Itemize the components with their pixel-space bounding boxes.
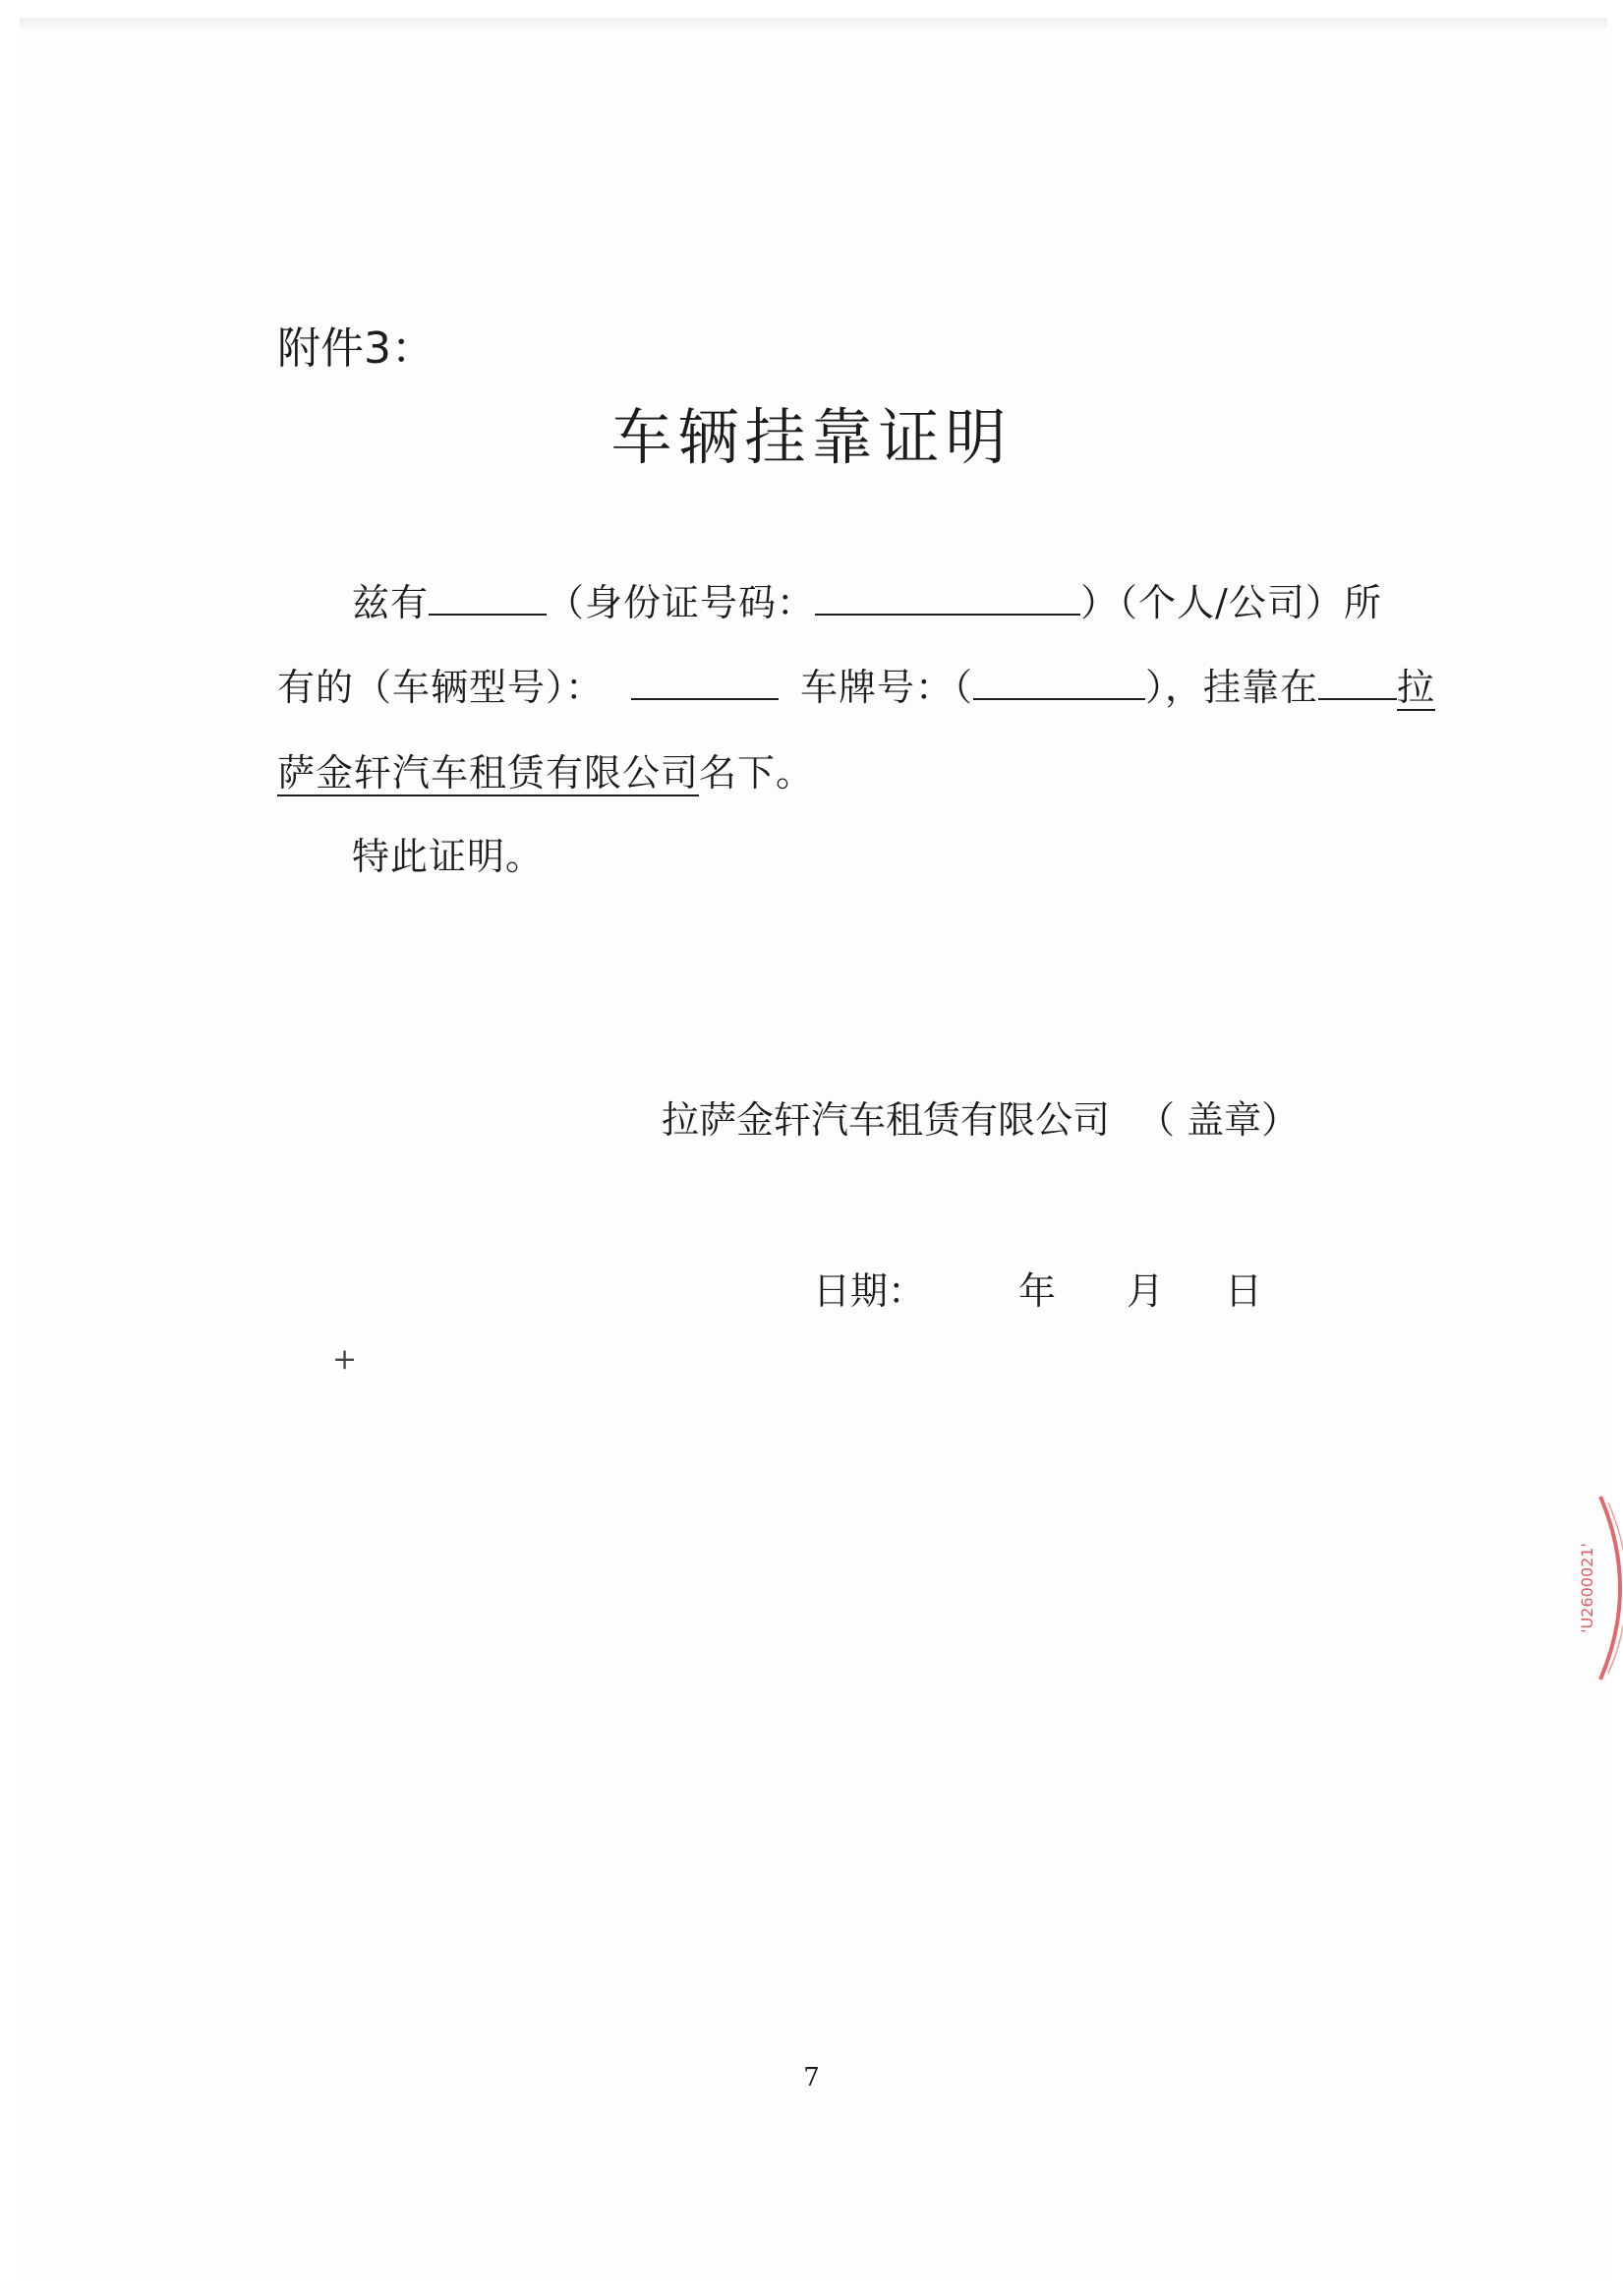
company-name-start: 拉 — [1397, 666, 1436, 709]
signature-company — [662, 1089, 1299, 1144]
model-label: 有的（车辆型号）： — [277, 666, 605, 709]
paragraph-line-3 — [277, 742, 814, 796]
page-number: 7 — [803, 2063, 820, 2092]
plate-label: 车牌号：（ — [800, 666, 974, 709]
suffix-text: 名下。 — [699, 751, 815, 795]
attach-company-lead-blank — [1318, 659, 1397, 700]
plate-number-blank[interactable] — [973, 659, 1145, 700]
prefix-text: 兹有 — [352, 581, 430, 624]
owner-name-blank[interactable] — [429, 574, 547, 616]
attach-label: ），挂靠在 — [1145, 666, 1319, 709]
seal-label: （ 盖章） — [1137, 1098, 1300, 1142]
day-label: 日 — [1225, 1269, 1263, 1313]
document-title: 车辆挂靠证明 — [610, 401, 1013, 473]
company-name-rest: 萨金轩汽车租赁有限公司 — [277, 751, 700, 795]
scan-edge — [20, 18, 1607, 31]
vehicle-model-blank[interactable] — [631, 659, 779, 700]
attachment-label: 附件3： — [277, 324, 435, 374]
signature-company-name: 拉萨金轩汽车租赁有限公司 — [662, 1098, 1111, 1142]
red-seal-stamp — [1563, 1475, 1623, 1701]
svg-text:'U2600021': 'U2600021' — [1578, 1543, 1596, 1633]
owner-type-label: ）（个人/公司）所 — [1080, 581, 1382, 624]
month-label: 月 — [1127, 1269, 1165, 1313]
year-label: 年 — [1018, 1269, 1057, 1313]
paragraph-line-2 — [277, 657, 1435, 711]
paragraph-line-1 — [352, 572, 1382, 626]
document-page — [20, 18, 1607, 2279]
date-row — [813, 1261, 1262, 1315]
closing-line: 特此证明。 — [352, 835, 545, 878]
date-label: 日期： — [813, 1269, 926, 1313]
plus-mark: + — [332, 1342, 358, 1377]
id-number-blank[interactable] — [815, 574, 1080, 616]
id-label: （身份证号码： — [547, 581, 816, 624]
